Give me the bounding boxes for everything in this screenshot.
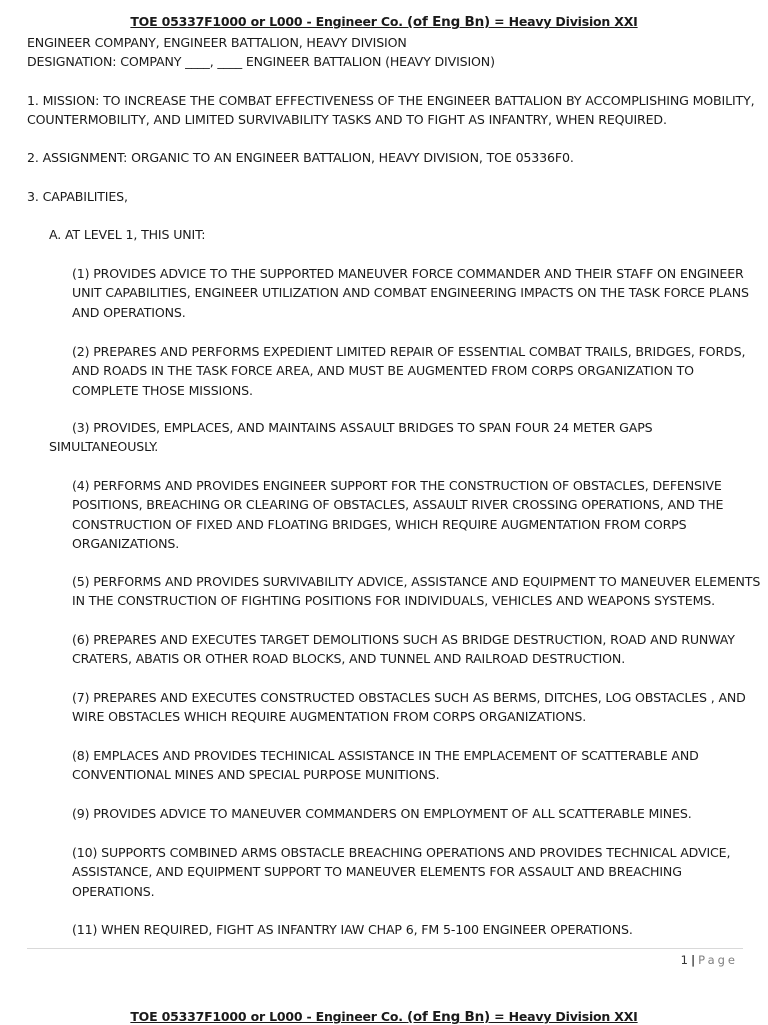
designation-line: DESIGNATION: COMPANY ____, ____ ENGINEER BATTALION (HEAVY DIVISION) bbox=[27, 54, 495, 69]
capability-item: (10) SUPPORTS COMBINED ARMS OBSTACLE BREACHING OPERATIONS AND PROVIDES TECHNICAL ADVICE, ASSISTANCE, AND EQUIPMENT SUPPORT TO MANEUVER ELEMENTS FOR ASSAULT AND BREACHING OPERATIONS. bbox=[72, 845, 731, 899]
unit-name: ENGINEER COMPANY, ENGINEER BATTALION, HEAVY DIVISION bbox=[27, 35, 407, 50]
page-number-separator: | bbox=[690, 953, 696, 967]
mission-paragraph: 1. MISSION: TO INCREASE THE COMBAT EFFECTIVENESS OF THE ENGINEER BATTALION BY ACCOMPLISHING MOBILITY, COUNTERMOBILITY, AND LIMITED SURVIVABILITY TASKS AND TO FIGHT AS INFANTRY, WHEN REQUIRED. bbox=[27, 93, 755, 128]
capability-item: (8) EMPLACES AND PROVIDES TECHINICAL ASSISTANCE IN THE EMPLACEMENT OF SCATTERABLE AND CONVENTIONAL MINES AND SPECIAL PURPOSE MUNITIONS. bbox=[72, 748, 699, 783]
capability-item: (9) PROVIDES ADVICE TO MANEUVER COMMANDERS ON EMPLOYMENT OF ALL SCATTERABLE MINES. bbox=[72, 806, 692, 821]
header-title-prefix: TOE 05337F1000 or L000 - Engineer Co. bbox=[130, 14, 407, 29]
next-page-header-title bbox=[0, 1009, 768, 1025]
header-title-paren: (of Eng Bn) bbox=[406, 1009, 491, 1025]
capability-item: (7) PREPARES AND EXECUTES CONSTRUCTED OBSTACLES SUCH AS BERMS, DITCHES, LOG OBSTACLES , AND WIRE OBSTACLES WHICH REQUIRE AUGMENTATION FROM CORPS ORGANIZATIONS. bbox=[72, 690, 746, 725]
level-heading: A. AT LEVEL 1, THIS UNIT: bbox=[49, 227, 206, 242]
header-title-paren: (of Eng Bn) bbox=[406, 14, 491, 30]
capability-item: (6) PREPARES AND EXECUTES TARGET DEMOLITIONS SUCH AS BRIDGE DESTRUCTION, ROAD AND RUNWAY CRATERS, ABATIS OR OTHER ROAD BLOCKS, AND TUNNEL AND RAILROAD DESTRUCTION. bbox=[72, 632, 735, 667]
header-title-suffix: = Heavy Division XXI bbox=[490, 14, 638, 29]
capability-item: (5) PERFORMS AND PROVIDES SURVIVABILITY ADVICE, ASSISTANCE AND EQUIPMENT TO MANEUVER ELEMENTS IN THE CONSTRUCTION OF FIGHTING POSITIONS FOR INDIVIDUALS, VEHICLES AND WEAPONS SYSTEMS. bbox=[72, 574, 761, 609]
capability-item: (4) PERFORMS AND PROVIDES ENGINEER SUPPORT FOR THE CONSTRUCTION OF OBSTACLES, DEFENSIVE POSITIONS, BREACHING OR CLEARING OF OBSTACLES, ASSAULT RIVER CROSSING OPERATIONS, AND THE CONSTRUCTION OF FIXED AND FLOATING BRIDGES, WHICH REQUIRE AUGMENTATION FROM CORPS ORGANIZATIONS. bbox=[72, 478, 724, 551]
footer-divider bbox=[27, 948, 743, 949]
page-header-title bbox=[0, 14, 768, 30]
page-word: Page bbox=[698, 953, 738, 967]
assignment-paragraph: 2. ASSIGNMENT: ORGANIC TO AN ENGINEER BATTALION, HEAVY DIVISION, TOE 05336F0. bbox=[27, 150, 574, 165]
page-number-footer bbox=[681, 953, 738, 967]
header-title-prefix: TOE 05337F1000 or L000 - Engineer Co. bbox=[130, 1009, 407, 1024]
capability-item-continuation: SIMULTANEOUSLY. bbox=[49, 439, 159, 454]
capabilities-heading: 3. CAPABILITIES, bbox=[27, 189, 128, 204]
page-number: 1 bbox=[680, 953, 688, 967]
capability-item: (11) WHEN REQUIRED, FIGHT AS INFANTRY IAW CHAP 6, FM 5-100 ENGINEER OPERATIONS. bbox=[72, 922, 633, 937]
capability-item: (2) PREPARES AND PERFORMS EXPEDIENT LIMITED REPAIR OF ESSENTIAL COMBAT TRAILS, BRIDGES, FORDS, AND ROADS IN THE TASK FORCE AREA, AND MUST BE AUGMENTED FROM CORPS ORGANIZATION TO COMPLETE THOSE MISSIONS. bbox=[72, 344, 746, 398]
capability-item: (1) PROVIDES ADVICE TO THE SUPPORTED MANEUVER FORCE COMMANDER AND THEIR STAFF ON ENGINEER UNIT CAPABILITIES, ENGINEER UTILIZATION AND COMBAT ENGINEERING IMPACTS ON THE TASK FORCE PLANS AND OPERATIONS. bbox=[72, 266, 749, 320]
header-title-suffix: = Heavy Division XXI bbox=[490, 1009, 638, 1024]
capability-item: (3) PROVIDES, EMPLACES, AND MAINTAINS ASSAULT BRIDGES TO SPAN FOUR 24 METER GAPS bbox=[72, 420, 653, 435]
